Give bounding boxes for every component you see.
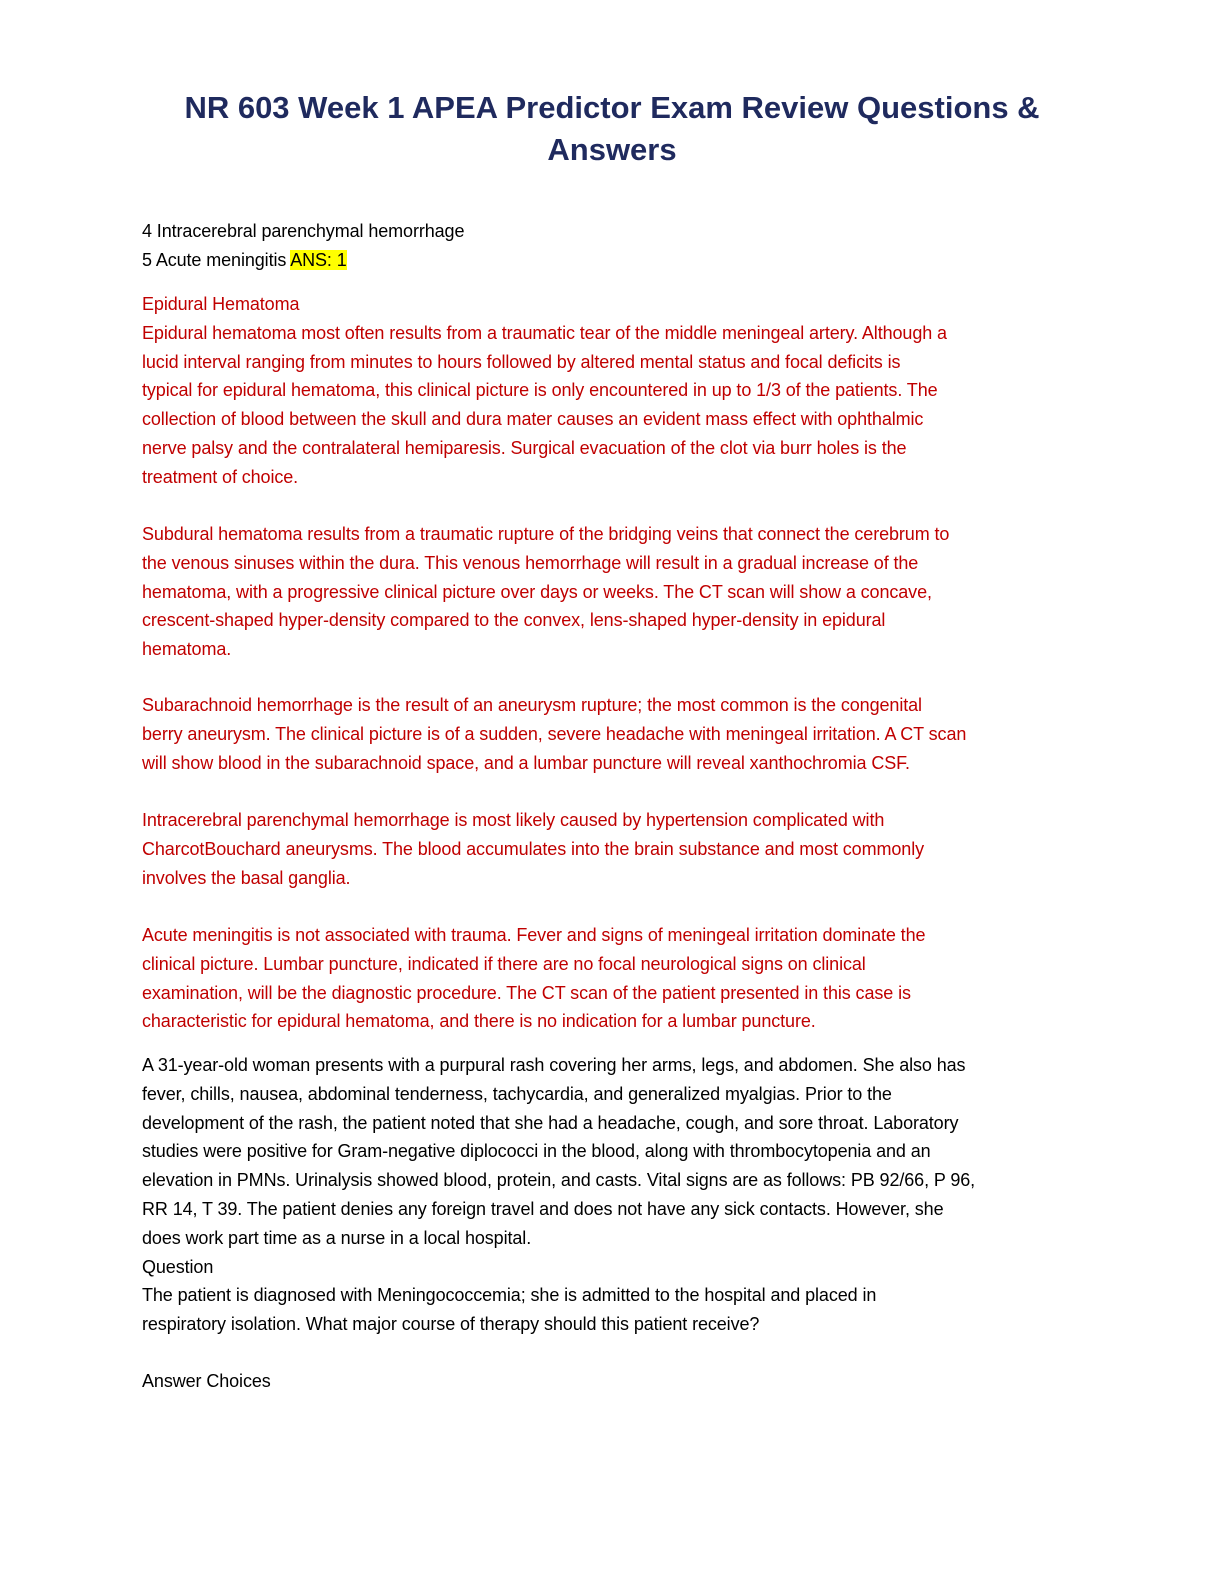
epidural-heading: Epidural Hematoma <box>142 294 300 314</box>
question-text-line: The patient is diagnosed with Meningococcemia; she is admitted to the hospital and placed in <box>142 1285 877 1306</box>
paragraph-line: typical for epidural hematoma, this clinical picture is only encountered in up to 1/3 of the patients. The <box>142 380 938 401</box>
answer-choices-section <box>142 1367 1082 1396</box>
paragraph-line: Subarachnoid hemorrhage is the result of an aneurysm rupture; the most common is the congenital <box>142 695 922 715</box>
intracerebral-explanation <box>142 806 1082 892</box>
paragraph-line: hematoma. <box>142 639 232 660</box>
clinical-case <box>142 1051 1082 1339</box>
paragraph-line: berry aneurysm. The clinical picture is of a sudden, severe headache with meningeal irritation. A CT scan <box>142 723 967 744</box>
paragraph-line: nerve palsy and the contralateral hemiparesis. Surgical evacuation of the clot via burr holes is the <box>142 437 907 458</box>
paragraph-line: development of the rash, the patient noted that she had a headache, cough, and sore throat. Laboratory <box>142 1112 959 1133</box>
answer-choices-continued <box>142 217 1082 275</box>
paragraph-line: Intracerebral parenchymal hemorrhage is most likely caused by hypertension complicated with <box>142 810 885 830</box>
paragraph-line: fever, chills, nausea, abdominal tenderness, tachycardia, and generalized myalgias. Prior to the <box>142 1083 892 1104</box>
paragraph-line: characteristic for epidural hematoma, and there is no indication for a lumbar puncture. <box>142 1011 816 1032</box>
paragraph-line: collection of blood between the skull and dura mater causes an evident mass effect with ophthalmic <box>142 409 924 430</box>
paragraph-line: treatment of choice. <box>142 466 299 487</box>
answer-choices-label: Answer Choices <box>142 1371 271 1391</box>
answer-choice-5 <box>142 246 1082 275</box>
paragraph-line: involves the basal ganglia. <box>142 867 351 888</box>
epidural-explanation <box>142 290 1082 492</box>
paragraph-line: Epidural hematoma most often results from a traumatic tear of the middle meningeal artery. Although a <box>142 322 947 343</box>
subdural-explanation <box>142 520 1082 664</box>
paragraph-line: the venous sinuses within the dura. This venous hemorrhage will result in a gradual increase of the <box>142 552 919 573</box>
document-title-line-1: NR 603 Week 1 APEA Predictor Exam Review Questions & <box>184 90 1040 125</box>
paragraph-line: elevation in PMNs. Urinalysis showed blood, protein, and casts. Vital signs are as follows: PB 92/66, P 96, <box>142 1170 976 1191</box>
paragraph-line: does work part time as a nurse in a local hospital. <box>142 1227 532 1248</box>
answer-key-highlight: ANS: 1 <box>290 249 347 270</box>
paragraph-line: studies were positive for Gram-negative diplococci in the blood, along with thrombocytopenia and an <box>142 1141 931 1162</box>
answer-choice-4: 4 Intracerebral parenchymal hemorrhage <box>142 221 465 241</box>
question-text-line: respiratory isolation. What major course of therapy should this patient receive? <box>142 1314 760 1335</box>
question-label: Question <box>142 1256 214 1277</box>
paragraph-line: Acute meningitis is not associated with trauma. Fever and signs of meningeal irritation dominate the <box>142 925 926 945</box>
paragraph-line: crescent-shaped hyper-density compared to the convex, lens-shaped hyper-density in epidural <box>142 610 886 631</box>
paragraph-line: lucid interval ranging from minutes to hours followed by altered mental status and focal deficits is <box>142 351 901 372</box>
paragraph-line: RR 14, T 39. The patient denies any foreign travel and does not have any sick contacts. However, she <box>142 1198 944 1219</box>
answer-choice-5-text: 5 Acute meningitis <box>142 249 291 270</box>
subarachnoid-explanation <box>142 691 1082 777</box>
paragraph-line: hematoma, with a progressive clinical picture over days or weeks. The CT scan will show a concave, <box>142 581 932 602</box>
paragraph-line: A 31-year-old woman presents with a purpural rash covering her arms, legs, and abdomen. She also has <box>142 1055 966 1075</box>
document-title-line-2: Answers <box>547 132 677 167</box>
meningitis-explanation <box>142 921 1082 1036</box>
paragraph-line: CharcotBouchard aneurysms. The blood accumulates into the brain substance and most commonly <box>142 838 924 859</box>
paragraph-line: will show blood in the subarachnoid space, and a lumbar puncture will reveal xanthochromia CSF. <box>142 752 910 773</box>
paragraph-line: Subdural hematoma results from a traumatic rupture of the bridging veins that connect the cerebrum to <box>142 524 950 544</box>
paragraph-line: examination, will be the diagnostic procedure. The CT scan of the patient presented in this case is <box>142 982 911 1003</box>
paragraph-line: clinical picture. Lumbar puncture, indicated if there are no focal neurological signs on clinical <box>142 953 866 974</box>
